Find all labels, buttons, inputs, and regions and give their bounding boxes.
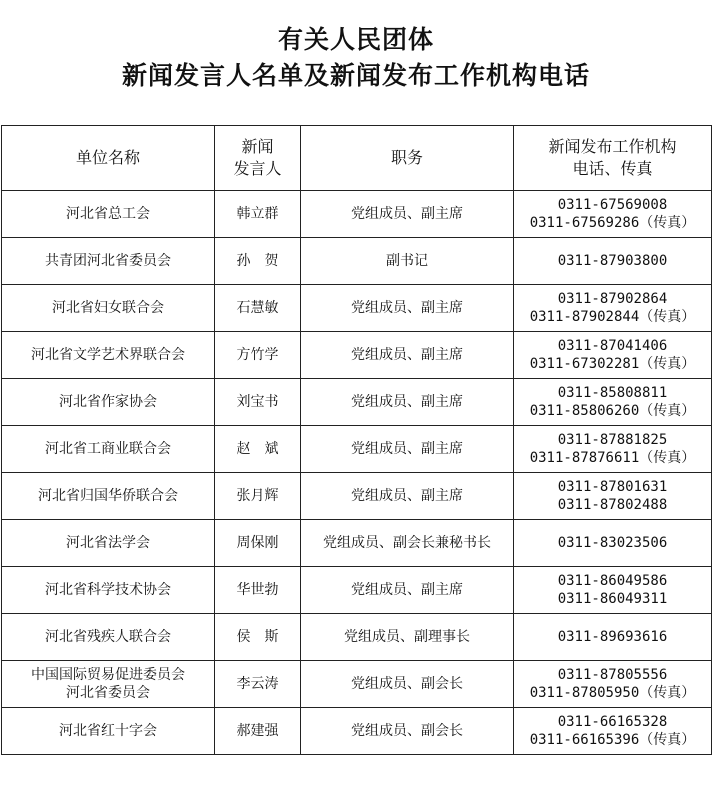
position-cell: 党组成员、副主席 bbox=[301, 473, 514, 520]
phone-number: 0311-89693616 bbox=[557, 629, 668, 645]
header-unit bbox=[2, 126, 215, 191]
unit-name-cell bbox=[2, 708, 215, 755]
unit-name-cell bbox=[2, 473, 215, 520]
phone-number: 0311-87805556 bbox=[557, 667, 668, 683]
phone-number: 0311-87876611（传真） bbox=[529, 450, 696, 466]
spokesperson-table bbox=[1, 125, 712, 755]
unit-name-line: 河北省科学技术协会 bbox=[45, 582, 171, 598]
phone-number: 0311-87902844（传真） bbox=[529, 309, 696, 325]
phone-number: 0311-86049586 bbox=[557, 573, 668, 589]
phone-number: 0311-67569286（传真） bbox=[529, 215, 696, 231]
phone-number: 0311-87041406 bbox=[557, 338, 668, 354]
table-row bbox=[2, 473, 712, 520]
position-cell: 党组成员、副会长兼秘书长 bbox=[301, 520, 514, 567]
unit-name-line: 河北省文学艺术界联合会 bbox=[31, 347, 185, 363]
table-header-row bbox=[2, 126, 712, 191]
table-row bbox=[2, 661, 712, 708]
phone-cell bbox=[514, 238, 712, 285]
spokesperson-name-cell: 石慧敏 bbox=[215, 285, 301, 332]
phone-cell bbox=[514, 473, 712, 520]
unit-name-line: 共青团河北省委员会 bbox=[45, 253, 171, 269]
position-cell: 党组成员、副理事长 bbox=[301, 614, 514, 661]
unit-name-line: 河北省作家协会 bbox=[59, 394, 157, 410]
phone-number: 0311-87902864 bbox=[557, 291, 668, 307]
position-cell: 副书记 bbox=[301, 238, 514, 285]
unit-name-line: 河北省妇女联合会 bbox=[52, 300, 164, 316]
table-body bbox=[2, 191, 712, 755]
phone-cell bbox=[514, 379, 712, 426]
table-row bbox=[2, 332, 712, 379]
phone-cell bbox=[514, 332, 712, 379]
unit-name-line: 河北省红十字会 bbox=[59, 723, 157, 739]
header-unit-label: 单位名称 bbox=[75, 148, 140, 167]
table-row bbox=[2, 238, 712, 285]
document-title bbox=[0, 22, 712, 94]
header-phone-line2: 电话、传真 bbox=[572, 159, 653, 178]
phone-cell bbox=[514, 285, 712, 332]
unit-name-cell bbox=[2, 567, 215, 614]
phone-cell bbox=[514, 567, 712, 614]
spokesperson-name-cell: 郝建强 bbox=[215, 708, 301, 755]
phone-number: 0311-87802488 bbox=[557, 497, 668, 513]
phone-number: 0311-67302281（传真） bbox=[529, 356, 696, 372]
header-phone-line1: 新闻发布工作机构 bbox=[548, 137, 677, 156]
unit-name-cell bbox=[2, 520, 215, 567]
unit-name-cell bbox=[2, 426, 215, 473]
table-row bbox=[2, 191, 712, 238]
spokesperson-name-cell: 张月辉 bbox=[215, 473, 301, 520]
phone-cell bbox=[514, 708, 712, 755]
position-cell: 党组成员、副主席 bbox=[301, 285, 514, 332]
phone-cell bbox=[514, 426, 712, 473]
phone-number: 0311-66165396（传真） bbox=[529, 732, 696, 748]
unit-name-cell bbox=[2, 191, 215, 238]
phone-number: 0311-87801631 bbox=[557, 479, 668, 495]
unit-name-cell bbox=[2, 238, 215, 285]
unit-name-cell bbox=[2, 614, 215, 661]
spokesperson-name-cell: 方竹学 bbox=[215, 332, 301, 379]
phone-number: 0311-87805950（传真） bbox=[529, 685, 696, 701]
unit-name-line: 河北省归国华侨联合会 bbox=[38, 488, 178, 504]
phone-number: 0311-67569008 bbox=[557, 197, 668, 213]
title-line-1: 有关人民团体 bbox=[277, 25, 434, 54]
unit-name-line: 河北省总工会 bbox=[66, 206, 150, 222]
position-cell: 党组成员、副主席 bbox=[301, 567, 514, 614]
header-spokesperson-line2: 发言人 bbox=[233, 159, 282, 178]
unit-name-cell bbox=[2, 661, 215, 708]
phone-number: 0311-66165328 bbox=[557, 714, 668, 730]
table-row bbox=[2, 614, 712, 661]
spokesperson-name-cell: 赵 斌 bbox=[215, 426, 301, 473]
spokesperson-name-cell: 华世勃 bbox=[215, 567, 301, 614]
position-cell: 党组成员、副主席 bbox=[301, 426, 514, 473]
spokesperson-name-cell: 李云涛 bbox=[215, 661, 301, 708]
header-position-label: 职务 bbox=[390, 148, 423, 167]
title-line-2: 新闻发言人名单及新闻发布工作机构电话 bbox=[121, 61, 590, 90]
header-spokesperson-line1: 新闻 bbox=[241, 137, 274, 156]
phone-number: 0311-87903800 bbox=[557, 253, 668, 269]
table-row bbox=[2, 567, 712, 614]
unit-name-line: 河北省法学会 bbox=[66, 535, 150, 551]
position-cell: 党组成员、副主席 bbox=[301, 191, 514, 238]
unit-name-cell bbox=[2, 332, 215, 379]
unit-name-cell bbox=[2, 285, 215, 332]
unit-name-line: 河北省残疾人联合会 bbox=[45, 629, 171, 645]
phone-number: 0311-87881825 bbox=[557, 432, 668, 448]
phone-cell bbox=[514, 191, 712, 238]
position-cell: 党组成员、副会长 bbox=[301, 708, 514, 755]
unit-name-cell bbox=[2, 379, 215, 426]
phone-number: 0311-85806260（传真） bbox=[529, 403, 696, 419]
position-cell: 党组成员、副会长 bbox=[301, 661, 514, 708]
header-position bbox=[301, 126, 514, 191]
unit-name-line: 河北省工商业联合会 bbox=[45, 441, 171, 457]
table-row bbox=[2, 520, 712, 567]
spokesperson-name-cell: 刘宝书 bbox=[215, 379, 301, 426]
phone-number: 0311-86049311 bbox=[557, 591, 668, 607]
phone-number: 0311-83023506 bbox=[557, 535, 668, 551]
position-cell: 党组成员、副主席 bbox=[301, 332, 514, 379]
phone-cell bbox=[514, 520, 712, 567]
table-row bbox=[2, 285, 712, 332]
unit-name-line: 河北省委员会 bbox=[66, 685, 150, 701]
spokesperson-name-cell: 侯 斯 bbox=[215, 614, 301, 661]
table-row bbox=[2, 426, 712, 473]
position-cell: 党组成员、副主席 bbox=[301, 379, 514, 426]
table-row bbox=[2, 379, 712, 426]
phone-cell bbox=[514, 614, 712, 661]
phone-number: 0311-85808811 bbox=[557, 385, 668, 401]
spokesperson-name-cell: 孙 贺 bbox=[215, 238, 301, 285]
header-phone bbox=[514, 126, 712, 191]
spokesperson-name-cell: 韩立群 bbox=[215, 191, 301, 238]
unit-name-line: 中国国际贸易促进委员会 bbox=[31, 667, 185, 683]
spokesperson-name-cell: 周保刚 bbox=[215, 520, 301, 567]
header-spokesperson bbox=[215, 126, 301, 191]
phone-cell bbox=[514, 661, 712, 708]
table-row bbox=[2, 708, 712, 755]
